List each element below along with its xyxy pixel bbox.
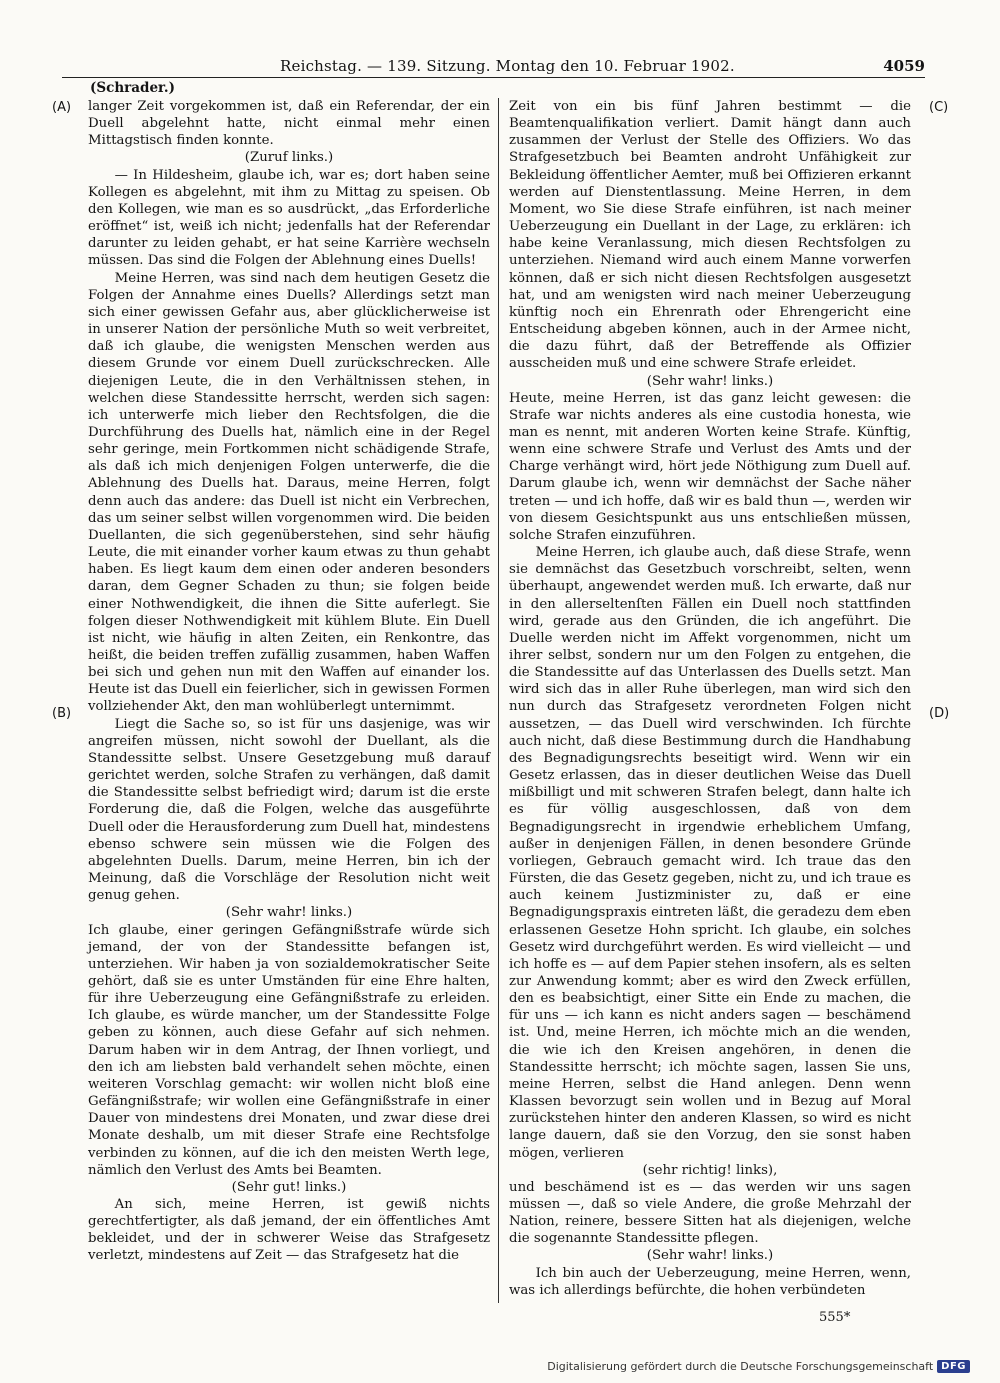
interjection: (Sehr wahr! links.): [225, 905, 353, 921]
column-divider: [498, 98, 499, 1303]
dfg-logo: DFG: [937, 1360, 970, 1373]
paragraph: Zeit von ein bis fünf Jahren bestimmt — die Beamtenqualifikation verliert. Damit hängt dann auch zusammen der Verlust der Stelle des Offiziers. Wo das Strafgesetzbuch bei Beamten androht Unfähigkeit zur Bekleidung öffentlicher Aemter, muß bei Offizieren erkannt werden auf Dienstentlassung. Meine Herren, in dem Moment, wo Sie diese Strafe einführen, ist nach meiner Ueberzeugung ein Duellant in der Lage, zu erklären: ich habe keine Veranlassung, mich diesen Rechtsfolgen zu unterziehen. Niemand wird auch einem Manne vorwerfen können, daß er sich nicht diesen Rechtsfolgen ausgesetzt hat, und am wenigsten wird nach meiner Ueberzeugung künftig noch ein Ehrenrath oder Ehrengericht eine Entscheidung abgeben können, auch in der Armee nicht, die dazu führt, daß der Betreffende als Offizier ausscheiden muß und eine schwere Strafe erleidet.: [509, 99, 911, 372]
page-header: [55, 55, 925, 79]
paragraph: Liegt die Sache so, so ist für uns dasjenige, was wir angreifen müssen, nicht sowohl der Duellant, als die Standessitte selbst. Unsere Gesetzgebung muß darauf gerichtet werden, solche Strafen zu verhängen, daß damit die Standessitte selbst befriedigt wird; darum ist die erste Forderung die, daß die Folgen, welche das ausgeführte Duell oder die Herausforderung zum Duell hat, mindestens ebenso schwere sein müssen wie die Folgen des abgelehnten Duells. Darum, meine Herren, bin ich der Meinung, daß die Vorschläge der Resolution nicht weit genug gehen.: [88, 716, 490, 904]
interjection: (Zuruf links.): [244, 150, 334, 166]
paragraph: An sich, meine Herren, ist gewiß nichts gerechtfertigter, als daß jemand, der ein öffentliches Amt bekleidet, und der in schwerer Weise das Strafgesetz verletzt, mindestens auf Zeit — das Strafgesetz hat die: [88, 1197, 490, 1264]
margin-marker-c: (C): [929, 100, 949, 115]
paragraph: und beschämend ist es — das werden wir uns sagen müssen —, daß so viele Andere, die große Mehrzahl der Nation, reinere, bessere Sitten hat als diejenigen, welche die sogenannte Standessitte pflegen.: [509, 1179, 911, 1247]
digitization-credit: [547, 1360, 970, 1373]
paragraph: Meine Herren, ich glaube auch, daß diese Strafe, wenn sie demnächst das Gesetzbuch vorschreibt, selten, wenn überhaupt, angewendet werden muß. Ich erwarte, daß nur in den allerseltenſten Fällen ein Duell noch stattfinden wird, gerade aus den Gründen, die ich angeführt. Die Duelle werden nicht im Affekt vorgenommen, nicht um ihrer selbst, sondern nur um den Folgen zu entgehen, die die Standessitte auf das Unterlassen des Duells setzt. Man wird sich das in aller Ruhe überlegen, man wird sich den nun durch das Strafgesetz verordneten Folgen nicht aussetzen, — das Duell wird verschwinden. Ich fürchte auch nicht, daß diese Bestimmung durch die Handhabung des Begnadigungsrechts beseitigt wird. Wenn wir ein Gesetz erlassen, das in dieser deutlichen Weise das Duell mißbilligt und mit schweren Strafen belegt, dann halte ich es für völlig ausgeschlossen, daß von dem Begnadigungsrecht in irgendwie erheblichem Umfang, außer in denjenigen Fällen, in denen besondere Gründe vorliegen, Gebrauch gemacht wird. Ich traue das den Fürsten, die das Gesetz gegeben, nicht zu, und ich traue es auch keinem Justizminister zu, daß er eine Begnadigungspraxis eintreten läßt, die geradezu dem eben erlassenen Gesetze Hohn spricht. Ich glaube, ein solches Gesetz wird durchgeführt werden. Es wird vielleicht — und ich hoffe es — auf dem Papier stehen insofern, als es selten zur Anwendung kommt; aber es wird den Zweck erfüllen, den es beabsichtigt, einer Sitte ein Ende zu machen, die für uns — ich kann es nicht anders sagen — beschämend ist. Und, meine Herren, ich möchte mich an die wenden, die wie ich den Kreisen angehören, in denen die Standessitte herrscht; ich möchte sagen, lassen Sie uns, meine Herren, selbst die Hand anlegen. Denn wenn Klassen bevorzugt sein wollen und in Bezug auf Moral zurückstehen hinter den anderen Klassen, so wird es nicht lange dauern, daß sie den Vorzug, den sie sonst haben mögen, verlieren: [509, 545, 911, 1161]
paragraph: Meine Herren, was sind nach dem heutigen Gesetz die Folgen der Annahme eines Duells? Allerdings setzt man sich einer gewissen Gefahr aus, aber glücklicherweise ist in unserer Nation der persönliche Muth so weit verbreitet, daß ich glaube, die wenigsten Menschen werden aus diesem Grunde vor einem Duell zurückschrecken. Alle diejenigen Leute, die in den Verhältnissen stehen, in welchen diese Standessitte herrscht, werden sich sagen: ich unterwerfe mich lieber den Rechtsfolgen, die die Durchführung des Duells hat, nämlich eine in der Regel sehr geringe, mein Fortkommen nicht schädigende Strafe, als daß ich mich denjenigen Folgen unterwerfe, die die Ablehnung des Duells hat. Daraus, meine Herren, folgt denn auch das andere: das Duell ist nicht ein Verbrechen, das um seiner selbst willen vorgenommen wird. Die beiden Duellanten, die sich gegenüberstehen, sind sehr häufig Leute, die mit einander vorher kaum etwas zu thun gehabt haben. Es liegt kaum dem einen oder anderen besonders daran, dem Gegner Schaden zu thun; sie folgen beide einer Nothwendigkeit, die ihnen die Sitte auferlegt. Sie folgen dieser Nothwendigkeit mit kühlem Blute. Ein Duell ist nicht, wie häufig in alten Zeiten, ein Renkontre, das heißt, die beiden treffen zufällig zusammen, haben Waffen bei sich und gehen nun mit den Waffen auf einander los. Heute ist das Duell ein feierlicher, sich in gewissen Formen vollziehender Akt, den man wohlüberlegt unternimmt.: [88, 270, 490, 715]
running-title: Reichstag. — 139. Sitzung. Montag den 10. Februar 1902.: [280, 57, 735, 75]
interjection: (Sehr gut! links.): [231, 1179, 347, 1195]
paragraph: langer Zeit vorgekommen ist, daß ein Referendar, der ein Duell abgelehnt hatte, nicht einmal mehr einen Mittagstisch finden konnte.: [88, 99, 490, 149]
left-column: [88, 98, 490, 1265]
signature-mark: 555*: [819, 1310, 851, 1325]
header-rule: [62, 77, 925, 78]
speaker-name: (Schrader.): [90, 80, 176, 96]
margin-marker-d: (D): [929, 706, 950, 721]
paragraph: Ich glaube, einer geringen Gefängnißstrafe würde sich jemand, der von der Standessitte befangen ist, unterziehen. Wir haben ja von sozialdemokratischer Seite gehört, daß sie es unter Umständen für eine Ehre halten, für ihre Ueberzeugung eine Gefängnißstrafe zu erleiden. Ich glaube, es würde mancher, um der Standessitte Folge geben zu können, auch diese Gefahr auf sich nehmen. Darum haben wir in dem Antrag, der Ihnen vorliegt, und den ich am liebsten bald verhandelt sehen möchte, einen weiteren Vorschlag gemacht: wir wollen nicht bloß eine Gefängnißstrafe; wir wollen eine Gefängnißstrafe in einer Dauer von mindestens drei Monaten, und zwar diese drei Monate deshalb, um mit dieser Strafe eine Rechtsfolge verbinden zu können, auf die ich den meisten Werth lege, nämlich den Verlust des Amts bei Beamten.: [88, 922, 490, 1178]
paragraph: — In Hildesheim, glaube ich, war es; dort haben seine Kollegen es abgelehnt, mit ihm zu Mittag zu speisen. Ob den Kollegen, wie man es so ausdrückt, „das Erforderliche eröffnet“ ist, weiß ich nicht; jedenfalls hat der Referendar darunter zu leiden gehabt, er hat seine Karrière wechseln müssen. Das sind die Folgen der Ablehnung eines Duells!: [88, 167, 490, 269]
page-number: 4059: [883, 57, 925, 75]
paragraph: Ich bin auch der Ueberzeugung, meine Herren, wenn, was ich allerdings befürchte, die hohen verbündeten: [509, 1265, 911, 1298]
right-column: [509, 98, 911, 1299]
paragraph: Heute, meine Herren, ist das ganz leicht gewesen: die Strafe war nichts anderes als eine custodia honesta, wie man es nennt, mit anderen Worten keine Strafe. Künftig, wenn eine schwere Strafe und Verlust des Amts und der Charge verhängt wird, hört jede Nöthigung zum Duell auf. Darum glaube ich, wenn wir demnächst der Sache näher treten — und ich hoffe, daß wir es bald thun —, werden wir von diesem Gesichtspunkt aus uns entschließen müssen, solche Strafen einzuführen.: [509, 390, 911, 543]
credit-text: Digitalisierung gefördert durch die Deutsche Forschungsgemeinschaft: [547, 1360, 934, 1373]
interjection: (Sehr wahr! links.): [646, 373, 774, 389]
interjection: (sehr richtig! links),: [642, 1162, 778, 1178]
margin-marker-b: (B): [52, 706, 72, 721]
margin-marker-a: (A): [52, 100, 72, 115]
interjection: (Sehr wahr! links.): [646, 1248, 774, 1264]
